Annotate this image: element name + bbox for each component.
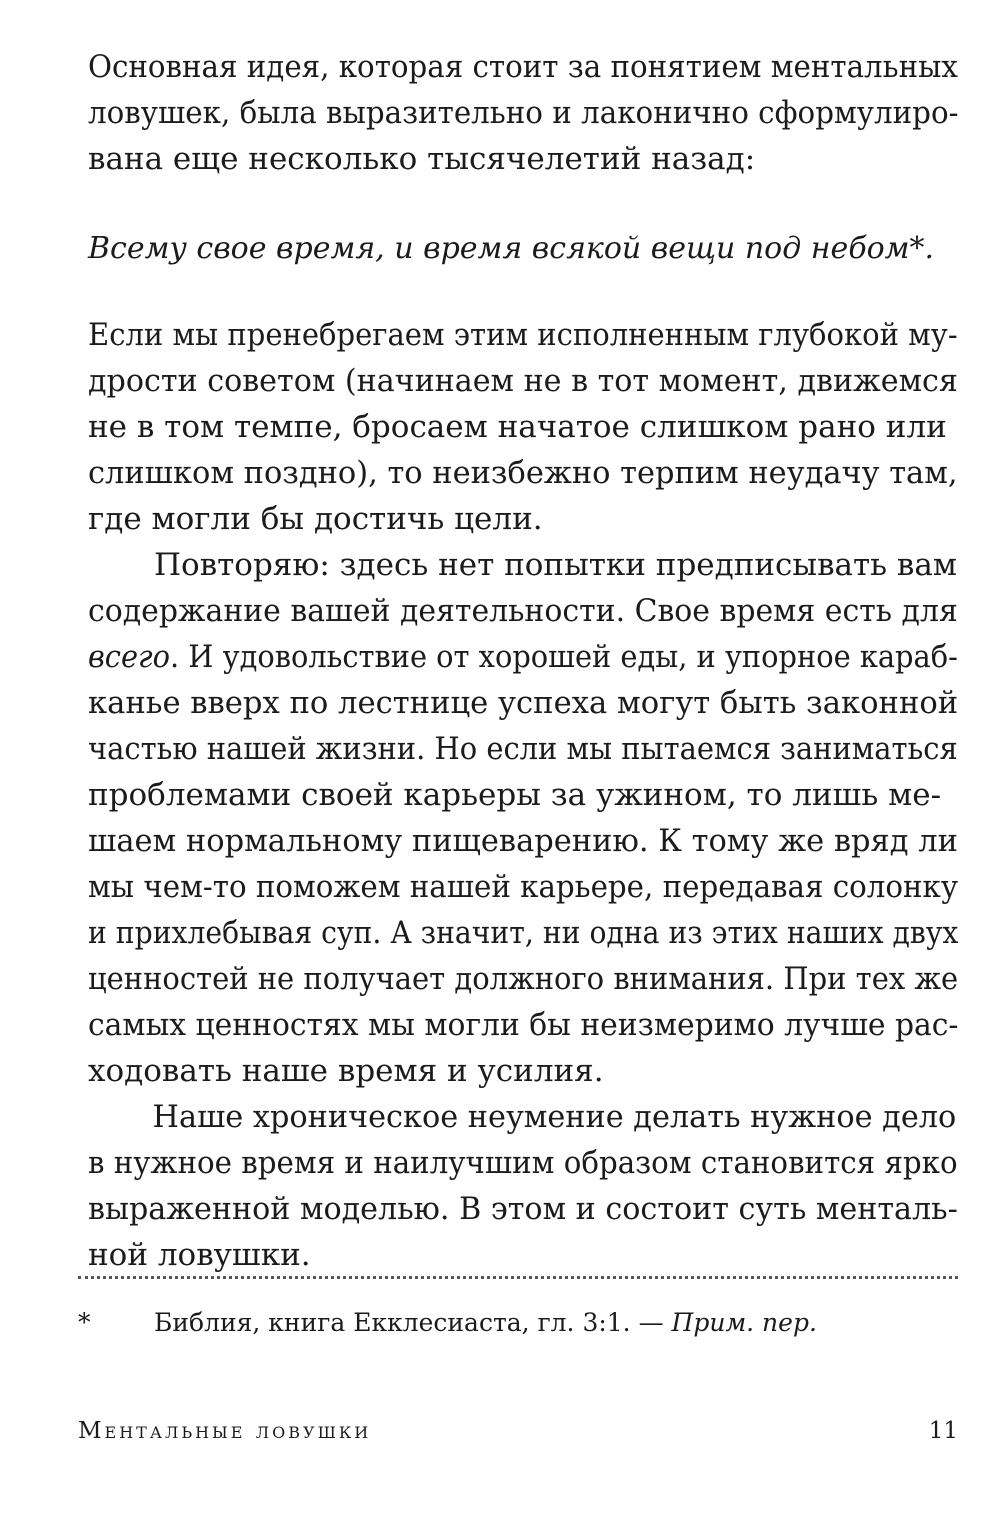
- footnote-translator-note: Прим. пер.: [671, 1308, 817, 1337]
- paragraph-repeat: [88, 542, 958, 1094]
- text-line: Основная идея, которая стоит за понятием ментальных: [88, 49, 958, 85]
- text-line: ходовать наше время и усилия.: [88, 1053, 604, 1089]
- text-line: Повторяю: здесь нет попытки предписывать вам: [154, 547, 957, 583]
- epigraph-quote: Всему свое время, и время всякой вещи под небом*.: [88, 231, 935, 266]
- text-line: Если мы пренебрегаем этим исполненным глубокой му-: [88, 317, 958, 353]
- text-line: в нужное время и наилучшим образом становится ярко: [88, 1145, 958, 1181]
- text-line: не в том темпе, бросаем начатое слишком рано или: [88, 409, 947, 445]
- text-fragment: . И удовольствие от хорошей еды, и упорное караб-: [169, 639, 958, 675]
- footnote-text: Библия, книга Екклесиаста, гл. 3:1. —: [154, 1308, 672, 1337]
- page-body: [88, 44, 958, 1278]
- emphasis-word: всего: [88, 639, 170, 675]
- text-line: самых ценностях мы могли бы неизмеримо лучше рас-: [88, 1007, 959, 1043]
- page-number: 11: [928, 1418, 958, 1444]
- text-line: дрости советом (начинаем не в тот момент, движемся: [88, 363, 958, 399]
- text-line: где могли бы достичь цели.: [88, 501, 543, 537]
- text-line: выраженной моделью. В этом и состоит суть менталь-: [88, 1191, 958, 1227]
- paragraph-advice: [88, 312, 958, 542]
- text-line: мы чем-то поможем нашей карьере, передавая солонку: [88, 869, 959, 905]
- text-line: содержание вашей деятельности. Свое время есть для: [88, 593, 958, 629]
- footnote: [78, 1306, 958, 1340]
- running-head: Ментальные ловушки: [78, 1418, 372, 1444]
- paragraph-intro: [88, 44, 958, 182]
- text-line: ловушек, была выразительно и лаконично сформулиро-: [88, 95, 959, 131]
- text-line: шаем нормальному пищеварению. К тому же вряд ли: [88, 823, 958, 859]
- text-line: ценностей не получает должного внимания. При тех же: [88, 961, 959, 997]
- text-line: Наше хроническое неумение делать нужное дело: [152, 1099, 957, 1135]
- text-line: и прихлебывая суп. А значит, ни одна из этих наших двух: [88, 915, 959, 951]
- text-line: частью нашей жизни. Но если мы пытаемся заниматься: [88, 731, 958, 767]
- text-line: слишком поздно), то неизбежно терпим неудачу там,: [88, 455, 958, 491]
- footnote-marker: *: [78, 1308, 91, 1337]
- footnote-divider: [78, 1276, 958, 1279]
- text-line: проблемами своей карьеры за ужином, то лишь ме-: [88, 777, 942, 813]
- text-line: ной ловушки.: [88, 1237, 311, 1273]
- text-line: вана еще несколько тысячелетий назад:: [88, 141, 756, 177]
- text-line: [88, 634, 958, 680]
- paragraph-conclusion: [88, 1094, 958, 1278]
- text-line: канье вверх по лестнице успеха могут быть законной: [88, 685, 959, 721]
